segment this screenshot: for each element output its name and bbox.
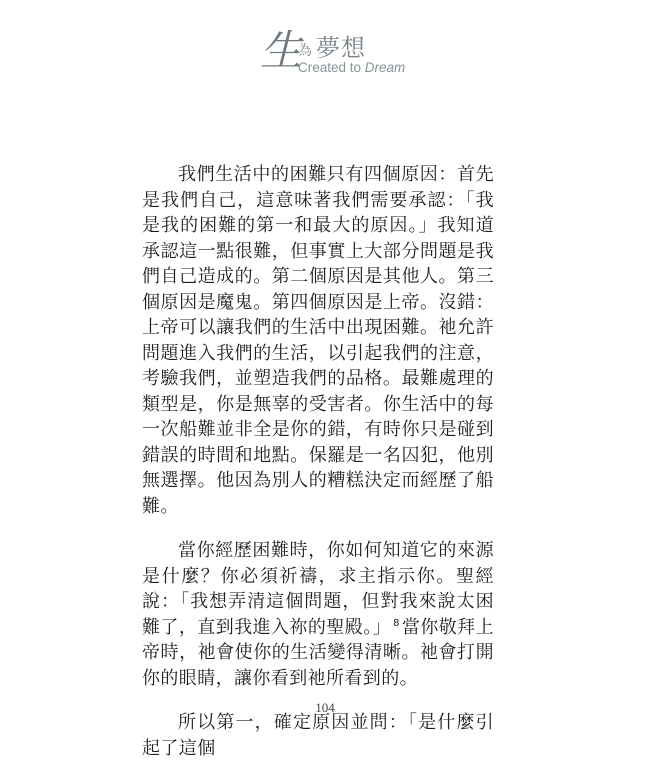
footnote-marker: 8 [393,617,400,629]
logo-small-character: 為 [298,43,312,59]
paragraph-2 [142,538,494,691]
logo-calligraphy-mark: 生 [260,26,303,75]
book-title: 夢想 [316,34,366,62]
scripture-quote: 我想弄清這個問題，但對我來說太困難了，直到我進入祢的聖殿。」 [142,591,494,638]
book-subtitle: Created to Dream [298,60,406,75]
book-header [260,26,450,86]
paragraph-1: 我們生活中的困難只有四個原因：首先是我們自己，這意味著我們需要承認：「我是我的困難的第一和最大的原因。」我知道承認這一點很難，但事實上大部分問題是我們自己造成的。第二個原因是其他人。第三個原因是魔鬼。第四個原因是上帝。沒錯：上帝可以讓我們的生活中出現困難。祂允許問題進入我們的生活，以引起我們的注意，考驗我們，並塑造我們的品格。最難處理的類型是，你是無辜的受害者。你生活中的每一次船難並非全是你的錯，有時你只是碰到錯誤的時間和地點。保羅是一名囚犯，他別無選擇。他因為別人的糟糕決定而經歷了船難。 [142,164,494,517]
body-text [142,162,494,780]
paragraph-2-tail: 當你敬拜上帝時，祂會使你的生活變得清晰。祂會打開你的眼睛，讓你看到祂所看到的。 [142,616,494,689]
paragraph-2-lead: 當你經歷困難時，你如何知道它的來源是什麼？你必須祈禱，求主指示你。聖經說：「 [142,540,494,612]
page-number: 104 [315,700,335,715]
paragraph-3: 所以第一，確定原因並問：「是什麼引起了這個 [142,712,494,759]
